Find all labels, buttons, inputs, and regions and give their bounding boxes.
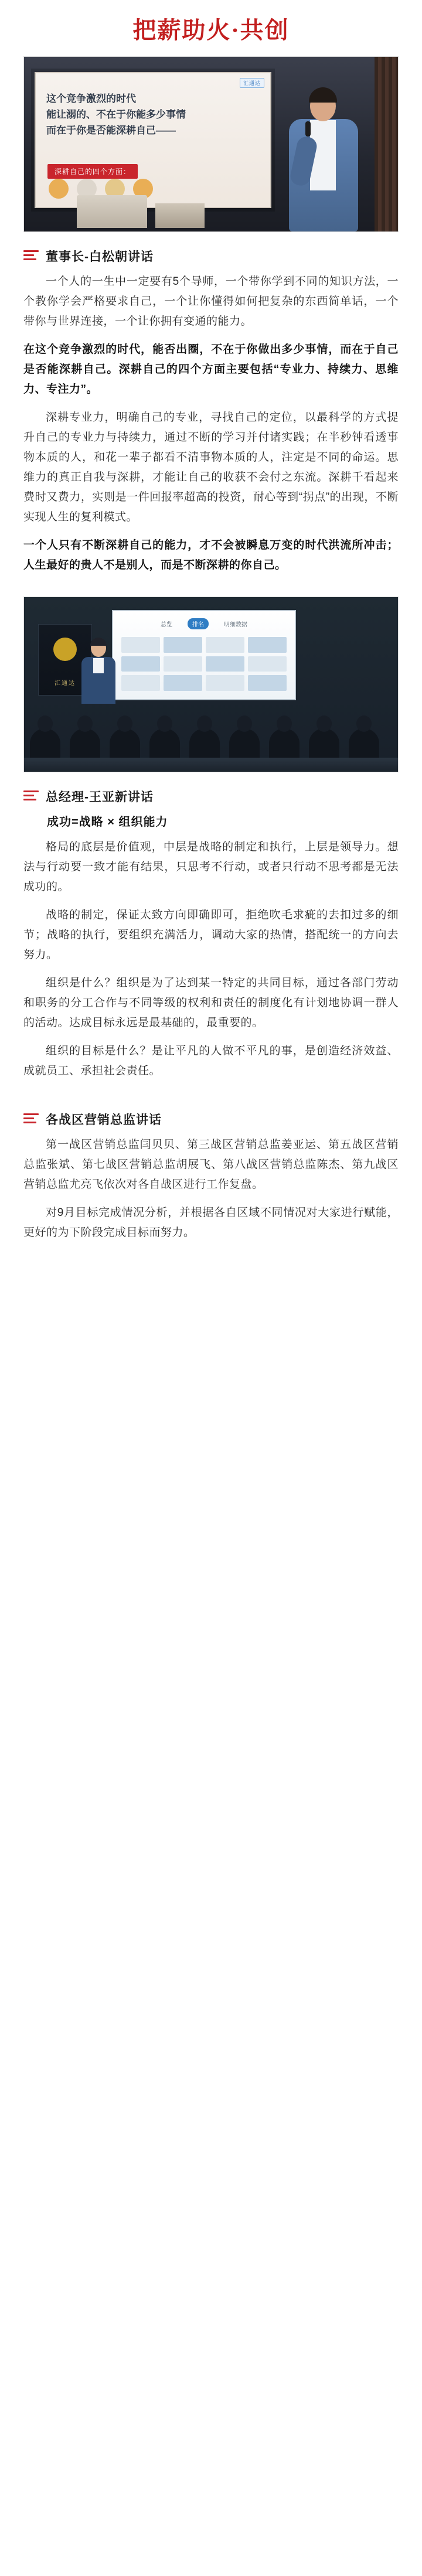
- grid-cell: [164, 675, 202, 691]
- microphone-icon: [305, 121, 311, 137]
- decor-dot: [49, 179, 69, 199]
- spacer: [0, 1251, 422, 1264]
- paragraph: 组织是什么？组织是为了达到某一特定的共同目标，通过各部门劳动和职务的分工合作与不同等级的权利和责任的制度化有计划地协调一群人的活动。达成目标永远是最基础的，最重要的。: [23, 977, 399, 1029]
- side-table: [155, 203, 205, 228]
- seminar-photo: [23, 597, 399, 772]
- grid-cell: [164, 656, 202, 672]
- section-title: 董事长-白松朝讲话: [46, 250, 154, 264]
- grid-cell: [248, 675, 287, 691]
- paragraph-bold: 在这个竞争激烈的时代，能否出圈，不在于你做出多少事情，而在于自己是否能深耕自己。深耕自己的四个方面主要包括“专业力、持续力、思维力、专注力”。: [23, 343, 399, 396]
- grid-cell: [206, 656, 244, 672]
- paragraph: 战略的制定，保证太致方向即确即可，拒绝吹毛求疵的去扣过多的细节；战略的执行，要组织充满活力，调动大家的热情，搭配统一的方向去努力。: [23, 909, 399, 961]
- screen-subtitle: 深耕自己的四个方面：: [47, 164, 138, 179]
- page-banner: [0, 0, 422, 56]
- screen-line-2: 能让溺的、不在于你能多少事情: [46, 109, 186, 120]
- presenter-collar: [93, 658, 104, 673]
- dashboard-grid: [121, 637, 287, 691]
- spacer: [0, 1089, 422, 1095]
- podium: [77, 195, 147, 228]
- section-title: 总经理-王亚新讲话: [46, 790, 154, 804]
- grid-cell: [121, 656, 160, 672]
- stage-photo: [23, 56, 399, 232]
- paragraph: 第一战区营销总监闫贝贝、第三战区营销总监姜亚运、第五战区营销总监张斌、第七战区营销总监胡展飞、第八战区营销总监陈杰、第九战区营销总监尤亮飞依次对各自战区进行工作复盘。: [23, 1139, 399, 1191]
- grid-cell: [248, 656, 287, 672]
- emblem-icon: [53, 638, 77, 661]
- data-dashboard-screen: [112, 610, 296, 700]
- section-heading-region-directors: [23, 1110, 399, 1128]
- spacer: [0, 584, 422, 597]
- screen-line-1: 这个竞争激烈的时代: [46, 93, 136, 104]
- tab-ranking: 排名: [188, 618, 209, 629]
- section-heading-chairman: [23, 247, 399, 265]
- paragraph: 组织的目标是什么？是让平凡的人做不平凡的事，是创造经济效益、成就员工、承担社会责任。: [23, 1045, 399, 1077]
- presenter-hair: [90, 638, 107, 646]
- grid-cell: [164, 637, 202, 653]
- grid-cell: [206, 675, 244, 691]
- grid-cell: [248, 637, 287, 653]
- section-heading-general-manager: [23, 788, 399, 805]
- tab-details: 明细数据: [224, 622, 247, 628]
- paragraph-bold: 一个人只有不断深耕自己的能力，才不会被瞬息万变的时代洪流所冲击；人生最好的贵人不是别人，而是不断深耕的你自己。: [23, 539, 399, 571]
- red-bars-icon: [23, 250, 39, 262]
- projection-screen: [35, 72, 271, 208]
- flag-text: 汇通达: [55, 680, 76, 687]
- section-body-region-directors: [23, 1135, 399, 1243]
- speaker-hair: [309, 87, 337, 103]
- red-bars-icon: [23, 1113, 39, 1125]
- paragraph: 格局的底层是价值观，中层是战略的制定和执行，上层是领导力。想法与行动要一致才能有结果，只思考不行动，或者只行动不思考都是无法成功的。: [23, 841, 399, 893]
- screen-text-lines: [38, 91, 268, 138]
- paragraph: 对9月目标完成情况分析，并根据各自区域不同情况对大家进行赋能，更好的为下阶段完成目标而努力。: [23, 1207, 399, 1239]
- presenter-figure: [78, 639, 119, 704]
- dashboard-tabs: [113, 618, 295, 629]
- grid-cell: [121, 675, 160, 691]
- section-body-general-manager: [23, 812, 399, 1081]
- screen-line-3: 而在于你是否能深耕自己——: [46, 125, 176, 136]
- section-body-chairman: [23, 272, 399, 575]
- paragraph: 一个人的一生中一定要有5个导师，一个带你学到不同的知识方法，一个教你学会严格要求自己，一个让你懂得如何把复杂的东西简单话，一个带你与世界连接，一个让你拥有变通的能力。: [23, 275, 399, 328]
- grid-cell: [206, 637, 244, 653]
- paragraph: 深耕专业力，明确自己的专业，寻找自己的定位，以最科学的方式提升自己的专业力与持续力，通过不断的学习并付诸实践；在半秒钟看透事物本质的人，和花一辈子都看不清事物本质的人，注定是不同的命运。思维力的真正自我与深耕，才能让自己的收获不会付之东流。深耕千看起来费时又费力，实则是一件回报率超高的投资，耐心等到“拐点”的出现，不断实现人生的复利模式。: [23, 411, 399, 523]
- photo-block-2: [23, 597, 399, 772]
- red-bars-icon: [23, 790, 39, 802]
- section-title: 各战区营销总监讲话: [46, 1113, 162, 1127]
- section-subtitle: 成功=战略 × 组织能力: [47, 816, 168, 829]
- grid-cell: [121, 637, 160, 653]
- article-page: [0, 0, 422, 1264]
- conference-table: [24, 758, 398, 772]
- stage-curtain: [375, 57, 398, 231]
- tab-overview: 总览: [161, 622, 172, 628]
- brand-badge: 汇通达: [240, 78, 264, 88]
- speaker-figure: [280, 85, 367, 231]
- page-title: 把薪助火·共创: [132, 16, 290, 43]
- photo-block-1: [23, 56, 399, 232]
